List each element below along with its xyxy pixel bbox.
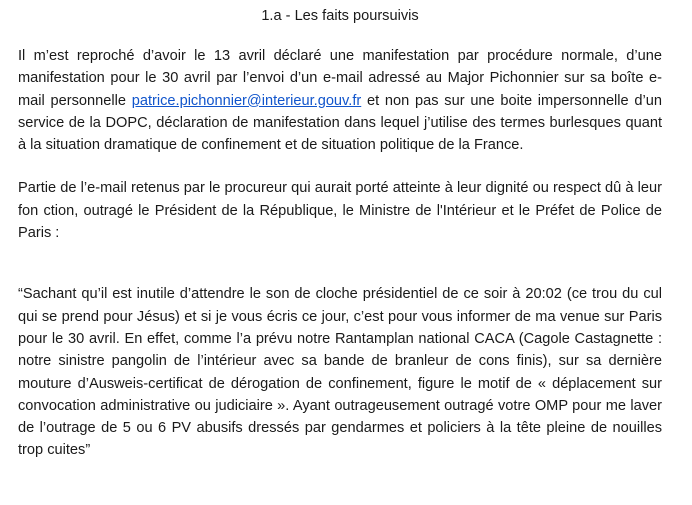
paragraph-facts-text-start: Il m’est reproché d’avoir le 13 avril déclaré une manifestation par procédure normale, d’une manifestation pour le 30 avril par l’envoi d’un e-mail adressé au Major Pichonnier sur sa boîte e-mail personnelle [18, 48, 662, 109]
paragraph-facts-text-end: et non pas sur une boite impersonnelle d’un service de la DOPC, déclaration de manifestation dans lequel j’utilise des termes burlesques quant à la situation dramatique de confinement et de situation politique de la France. [18, 92, 663, 154]
email-link[interactable]: patrice.pichonnier@interieur.gouv.fr [131, 92, 362, 109]
paragraph-charges: Partie de l’e-mail retenus par le procureur qui aurait porté atteinte à leur dignité ou respect dû à leur fon ction, outragé le Président de la République, le Ministre de l'Intérieur et le Préfet de Police de Paris : [18, 180, 662, 242]
quoted-email-excerpt: “Sachant qu’il est inutile d’attendre le son de cloche présidentiel de ce soir à 20:02 (ce trou du cul qui se prend pour Jésus) et si je vous écris ce jour, c’est pour vous informer de ma venue sur Paris pour le 30 avril. En effet, comme l’a prévu notre Rantamplan national CACA (Cagole Castagnette : notre sinistre pangolin de l’intérieur avec sa bande de branleur de cons finis), sur sa dernière mouture d’Ausweis-certificat de dérogation de confinement, figure le motif de « déplacement sur convocation administrative ou judiciaire ». Ayant outrageusement outragé votre OMP pour me laver de l’outrage de 5 ou 6 PV abusifs dressés par gendarmes et policiers à la tête pleine de nouilles trop cuites” [18, 286, 662, 459]
paragraph-facts [18, 45, 662, 156]
document-page [18, 0, 662, 462]
section-heading: 1.a - Les faits poursuivis [261, 8, 419, 24]
